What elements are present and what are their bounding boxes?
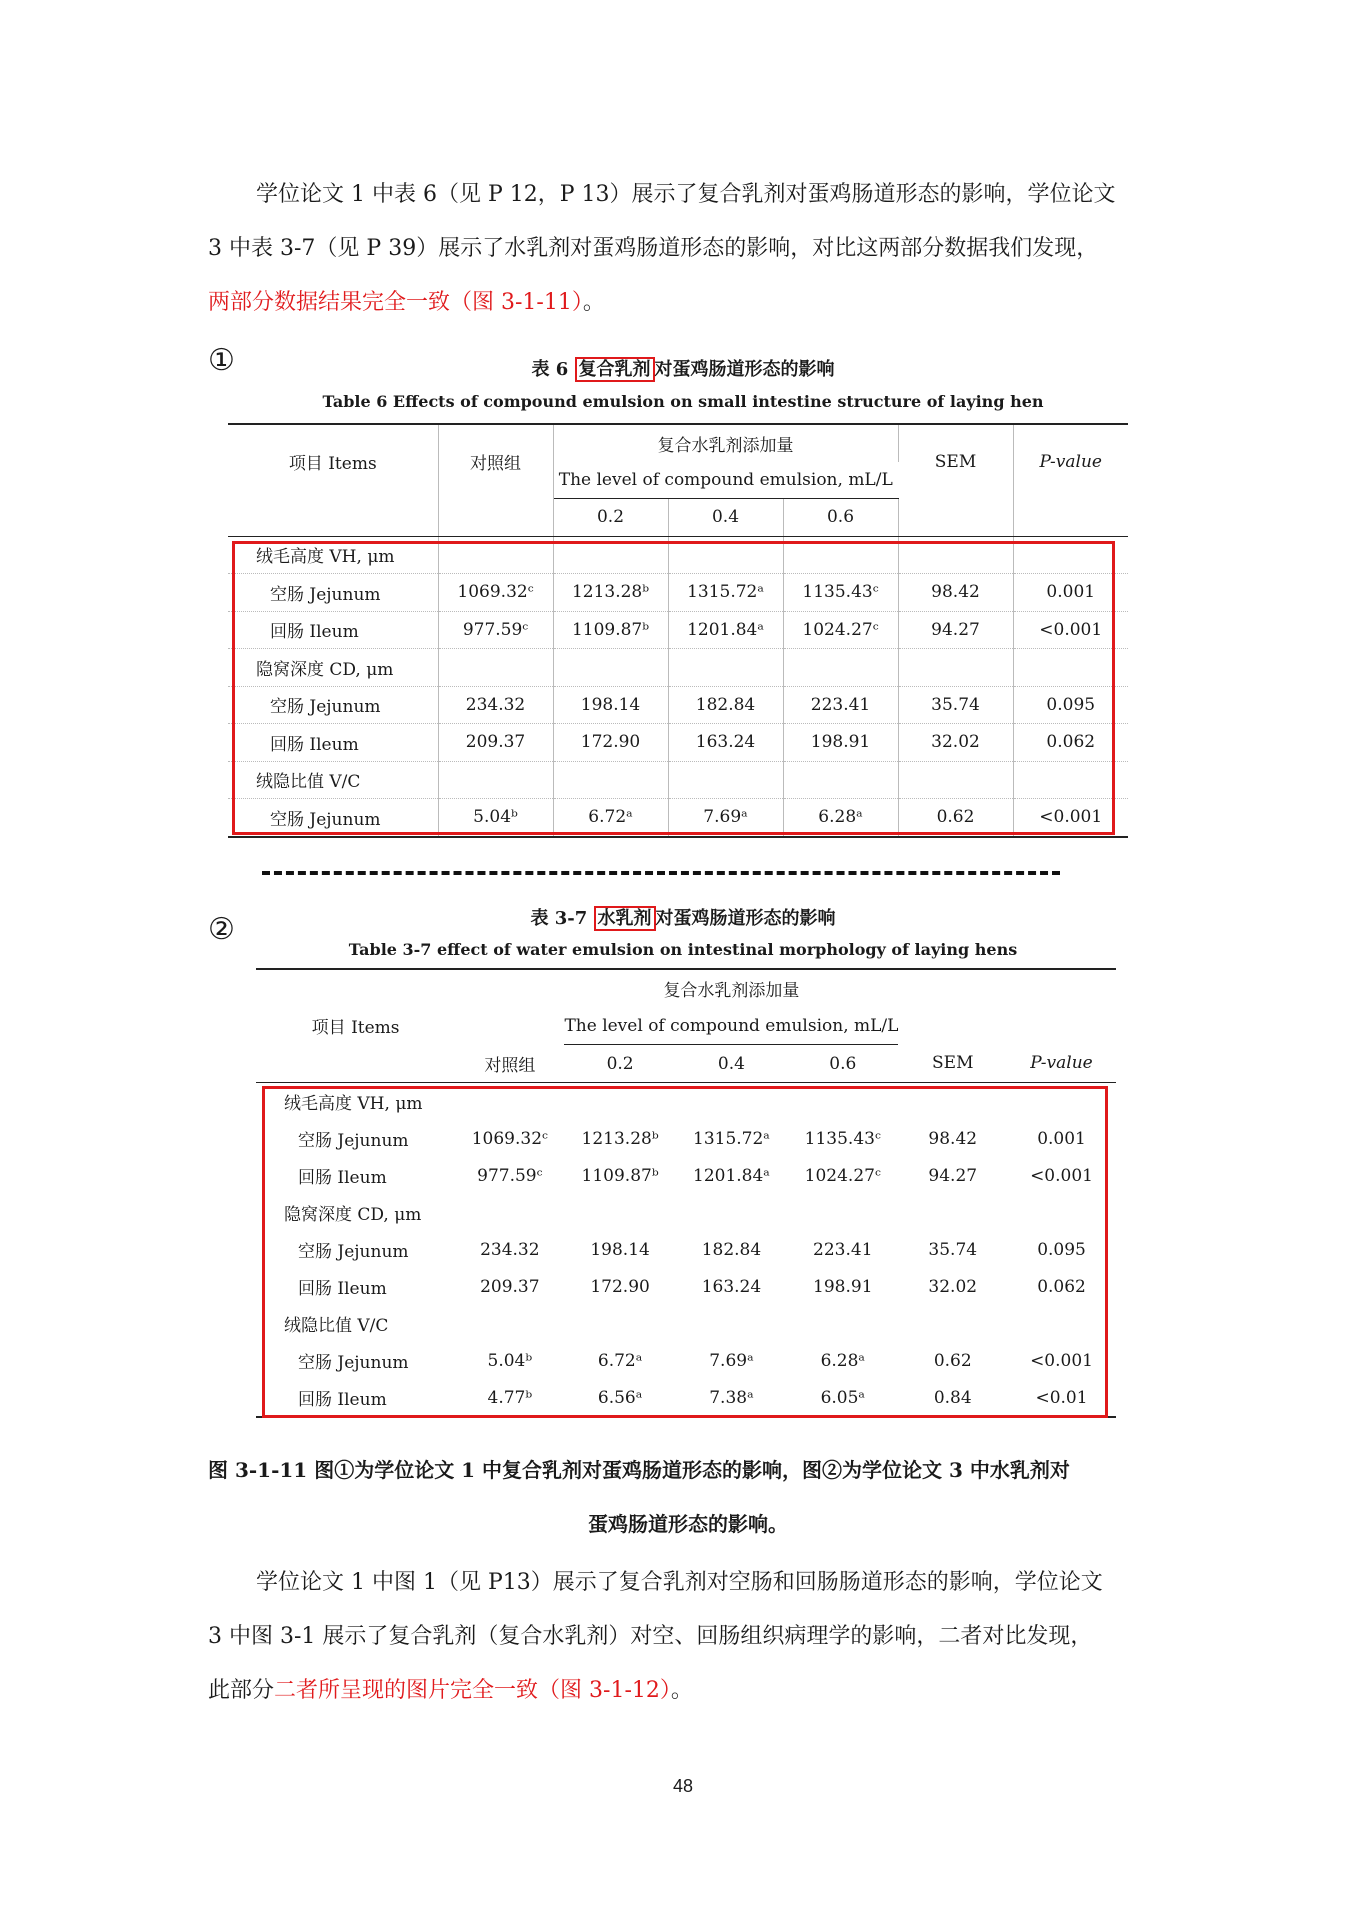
figure-caption (208, 1443, 1168, 1551)
row-label: 空肠 Jejunum (228, 574, 438, 612)
table-cell: 1201.84ᵃ (668, 611, 783, 649)
outro-line-3 (208, 1664, 1168, 1718)
table-cell: 172.90 (590, 1276, 650, 1297)
table1-caption-cn (0, 355, 1366, 381)
table-cell: 0.62 (898, 799, 1013, 837)
table-cell: 1109.87ᵇ (581, 1165, 659, 1186)
table1-header-blank (1013, 499, 1128, 537)
table2-header-items: 项目 Items (311, 1018, 400, 1039)
table2-caption-en: Table 3-7 effect of water emulsion on intestinal morphology of laying hens (348, 940, 1018, 959)
table2-caption-prefix: 表 3-7 (530, 908, 588, 929)
table-cell: <0.001 (1013, 799, 1128, 837)
table2-header-blank (256, 969, 455, 1007)
intro-line-3 (208, 276, 1168, 330)
table2-marker: ② (208, 912, 235, 947)
table-cell: <0.001 (1030, 1165, 1093, 1186)
table1-caption-suffix: 对蛋鸡肠道形态的影响 (654, 359, 835, 380)
table-cell: 6.28ᵃ (783, 799, 898, 837)
figure-caption-line-1: 图 3-1-11 图①为学位论文 1 中复合乳剂对蛋鸡肠道形态的影响，图②为学位论文 3 中水乳剂对 (208, 1458, 1070, 1482)
group-label: 绒毛高度 VH, μm (284, 1094, 423, 1114)
table-cell: 7.38ᵃ (709, 1387, 754, 1408)
table2-header-blank (1007, 1007, 1116, 1045)
table-cell: 209.37 (438, 724, 553, 762)
table1-caption-en: Table 6 Effects of compound emulsion on small intestine structure of laying hen (322, 392, 1044, 411)
table-cell: 5.04ᵇ (487, 1350, 533, 1371)
table-cell: 1024.27ᶜ (783, 611, 898, 649)
table-cell: 94.27 (898, 611, 1013, 649)
table-cell: 35.74 (928, 1239, 978, 1260)
table1-header-pvalue: P-value (1039, 451, 1102, 472)
table2-caption-highlight: 水乳剂 (594, 906, 656, 931)
table-cell: 7.69ᵃ (668, 799, 783, 837)
table2-header-level-0: 0.2 (564, 1045, 675, 1083)
outro-line-1: 学位论文 1 中图 1（见 P13）展示了复合乳剂对空肠和回肠肠道形态的影响，学位论文 (256, 1570, 1103, 1595)
table-cell: 1315.72ᵃ (693, 1128, 770, 1149)
table2-header-pvalue: P-value (1007, 1045, 1116, 1083)
table-cell: 6.28ᵃ (820, 1350, 865, 1371)
table1-header-blank (228, 499, 438, 537)
table-cell: 209.37 (480, 1276, 540, 1297)
table-cell: 32.02 (928, 1276, 978, 1297)
group-label: 绒隐比值 V/C (284, 1316, 389, 1336)
table1-header-level-en: The level of compound emulsion, mL/L (553, 462, 898, 499)
table-cell: 0.84 (933, 1387, 972, 1408)
outro-red-text: 二者所呈现的图片完全一致（图 3-1-12） (274, 1678, 671, 1703)
intro-paragraph (208, 168, 1168, 330)
table1-header-items: 项目 Items (228, 424, 438, 499)
divider (262, 871, 1060, 875)
table-cell: 0.001 (1037, 1128, 1086, 1149)
group-label: 绒毛高度 VH, μm (228, 536, 438, 574)
table-cell: <0.001 (1013, 611, 1128, 649)
table2-header-blank (898, 1007, 1007, 1045)
table-cell: 0.062 (1013, 724, 1128, 762)
table-cell: 182.84 (701, 1239, 762, 1260)
table-cell: 1135.43ᶜ (783, 574, 898, 612)
table2-header-level-cn: 复合水乳剂添加量 (663, 981, 800, 1001)
row-label: 回肠 Ileum (228, 724, 438, 762)
table1-header-control: 对照组 (438, 424, 553, 499)
table-cell: 0.095 (1037, 1239, 1086, 1260)
table-cell: 6.56ᵃ (597, 1387, 643, 1408)
outro-line-2: 3 中图 3-1 展示了复合乳剂（复合水乳剂）对空、回肠组织病理学的影响，二者对比发现， (208, 1624, 1093, 1649)
table2-header-level-en: The level of compound emulsion, mL/L (564, 1007, 898, 1045)
table-cell: 1069.32ᶜ (438, 574, 553, 612)
table1-header-level-0: 0.2 (553, 499, 668, 537)
table1-header-blank (438, 499, 553, 537)
table-cell: 0.095 (1013, 686, 1128, 724)
table-cell: 0.001 (1013, 574, 1128, 612)
table-cell: 32.02 (898, 724, 1013, 762)
table-cell: 98.42 (928, 1128, 978, 1149)
table2-header-control: 对照组 (455, 1045, 564, 1083)
table-cell: 6.72ᵃ (553, 799, 668, 837)
table-cell: 1213.28ᵇ (553, 574, 668, 612)
table1-caption-highlight: 复合乳剂 (575, 357, 655, 382)
table-cell: 223.41 (813, 1239, 873, 1260)
table2-header-sem: SEM (898, 1045, 1007, 1083)
intro-line-3-end: 。 (582, 290, 605, 315)
table-cell: 198.91 (783, 724, 898, 762)
row-label: 回肠 Ileum (228, 611, 438, 649)
table-cell: 35.74 (898, 686, 1013, 724)
table1-header-level-2: 0.6 (783, 499, 898, 537)
intro-red-text: 两部分数据结果完全一致（图 3-1-11） (208, 290, 583, 315)
table1-highlight-box (232, 541, 1115, 835)
table2-caption-suffix: 对蛋鸡肠道形态的影响 (655, 908, 836, 929)
figure-caption-line-2: 蛋鸡肠道形态的影响。 (588, 1512, 788, 1536)
table-cell: <0.001 (1030, 1350, 1093, 1371)
table-cell: 223.41 (783, 686, 898, 724)
table2-highlight-box (262, 1086, 1108, 1418)
table2-header-blank (455, 969, 564, 1007)
row-label: 回肠 Ileum (298, 1168, 387, 1188)
intro-line-1: 学位论文 1 中表 6（见 P 12，P 13）展示了复合乳剂对蛋鸡肠道形态的影响，学位论文 (256, 182, 1116, 207)
table-cell: 977.59ᶜ (438, 611, 553, 649)
outro-line-3-end: 。 (670, 1678, 693, 1703)
row-label: 空肠 Jejunum (298, 1131, 409, 1151)
row-label: 回肠 Ileum (298, 1279, 387, 1299)
table-cell: 1024.27ᶜ (804, 1165, 881, 1186)
table-cell: 163.24 (701, 1276, 762, 1297)
table1-header-level-cn: 复合水乳剂添加量 (553, 424, 898, 462)
page-number: 48 (672, 1776, 694, 1796)
table2-header-blank (256, 1045, 455, 1083)
table-cell: 0.062 (1037, 1276, 1086, 1297)
row-label: 回肠 Ileum (298, 1390, 387, 1410)
table-cell: 6.72ᵃ (597, 1350, 643, 1371)
table1-header-sem: SEM (898, 424, 1013, 499)
table-cell: 977.59ᶜ (477, 1165, 543, 1186)
table2-header-level-2: 0.6 (787, 1045, 898, 1083)
table-cell: 182.84 (668, 686, 783, 724)
table-cell: 198.14 (590, 1239, 650, 1260)
table-cell: 163.24 (668, 724, 783, 762)
table-cell: 1069.32ᶜ (471, 1128, 548, 1149)
table-cell: 1213.28ᵇ (581, 1128, 659, 1149)
intro-line-2: 3 中表 3-7（见 P 39）展示了水乳剂对蛋鸡肠道形态的影响，对比这两部分数据我们发现， (208, 236, 1099, 261)
table-cell: 98.42 (898, 574, 1013, 612)
table1-header-blank (898, 499, 1013, 537)
table1-caption-prefix: 表 6 (531, 359, 569, 380)
table1-header-level-1: 0.4 (668, 499, 783, 537)
outro-line-3-start: 此部分 (208, 1678, 275, 1703)
table2-header-blank (1007, 969, 1116, 1007)
table-cell: 94.27 (928, 1165, 978, 1186)
row-label: 空肠 Jejunum (228, 799, 438, 837)
table-cell: 1109.87ᵇ (553, 611, 668, 649)
group-label: 隐窝深度 CD, μm (284, 1205, 422, 1225)
table-cell: 4.77ᵇ (487, 1387, 533, 1408)
table-cell: 234.32 (438, 686, 553, 724)
group-label: 隐窝深度 CD, μm (228, 649, 438, 687)
table-cell: 5.04ᵇ (438, 799, 553, 837)
row-label: 空肠 Jejunum (298, 1242, 409, 1262)
table-cell: 172.90 (553, 724, 668, 762)
table2-header-blank (455, 1007, 564, 1045)
table-cell: 0.62 (933, 1350, 972, 1371)
table-cell: 7.69ᵃ (709, 1350, 754, 1371)
table2-caption-cn (0, 904, 1366, 930)
table-cell: 234.32 (480, 1239, 540, 1260)
table-cell: 198.14 (553, 686, 668, 724)
table-cell: 1315.72ᵃ (668, 574, 783, 612)
row-label: 空肠 Jejunum (298, 1353, 409, 1373)
group-label: 绒隐比值 V/C (228, 761, 438, 799)
row-label: 空肠 Jejunum (228, 686, 438, 724)
table-cell: 1201.84ᵃ (693, 1165, 770, 1186)
table-cell: <0.01 (1035, 1387, 1088, 1408)
table-cell: 6.05ᵃ (820, 1387, 865, 1408)
table-cell: 198.91 (813, 1276, 873, 1297)
table-cell: 1135.43ᶜ (804, 1128, 881, 1149)
table2-header-level-1: 0.4 (676, 1045, 787, 1083)
table2-header-blank (898, 969, 1007, 1007)
outro-paragraph (208, 1556, 1168, 1718)
table1-marker: ① (208, 343, 235, 378)
